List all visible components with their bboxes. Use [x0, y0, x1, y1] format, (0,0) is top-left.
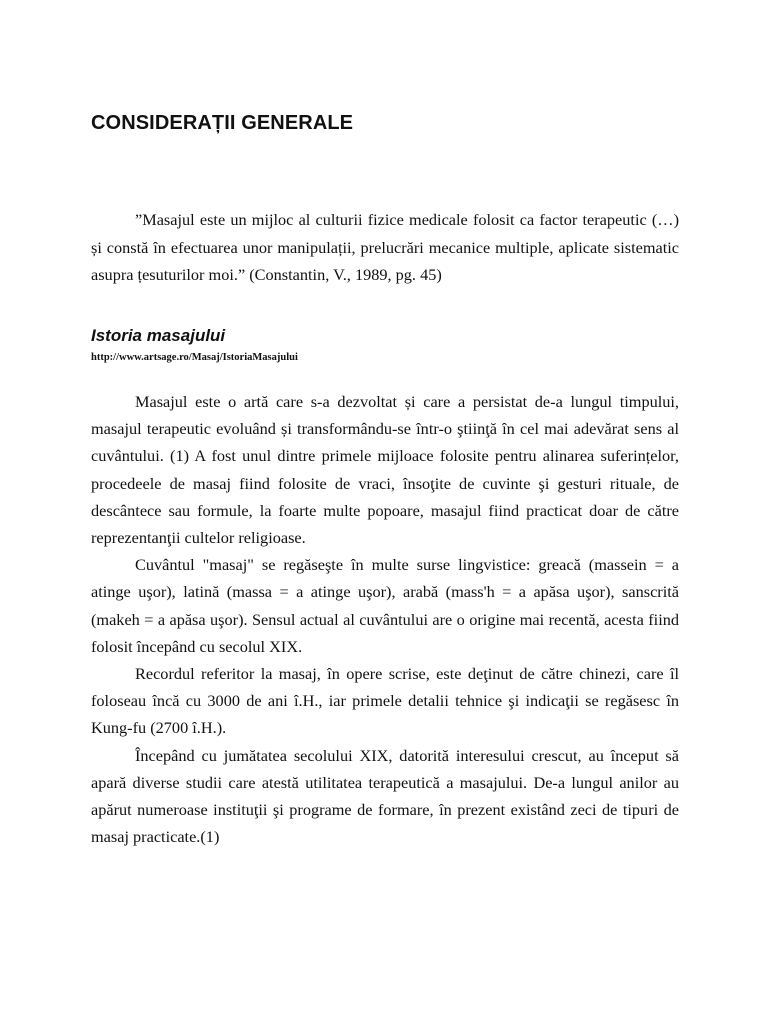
page-title: CONSIDERAȚII GENERALE: [91, 112, 354, 134]
section-body: [91, 388, 679, 850]
definition-quote: ”Masajul este un mijloc al culturii fizice medicale folosit ca factor terapeutic (…) și constă în efectuarea unor manipulații, prelucrări mecanice multiple, aplicate sistematic asupra țesuturilor moi.” (Constantin, V., 1989, pg. 45): [91, 210, 679, 284]
paragraph-etymology: Cuvântul "masaj" se regăseşte în multe surse lingvistice: greacă (massein = a atinge uşor), latină (massa = a atinge uşor), arabă (mass'h = a apăsa uşor), sanscrită (makeh = a apăsa uşor). Sensul actual al cuvântului are o origine mai recentă, acesta fiind folosit începând cu secolul XIX.: [91, 555, 679, 656]
section-title: Istoria masajului: [91, 326, 226, 345]
paragraph-modern-era: Începând cu jumătatea secolului XIX, datorită interesului crescut, au început să apară diverse studii care atestă utilitatea terapeutică a masajului. De-a lungul anilor au apărut numeroase instituţii şi programe de formare, în prezent existând zeci de tipuri de masaj practicate.(1): [91, 745, 679, 847]
paragraph-history: Masajul este o artă care s-a dezvoltat și care a persistat de-a lungul timpului, masajul terapeutic evoluând și transformându-se într-o ştiinţă în cel mai adevărat sens al cuvântului. (1) A fost unul dintre primele mijloace folosite pentru alinarea suferințelor, procedeele de masaj fiind folosite de vraci, însoţite de cuvinte şi gesturi rituale, de descântece sau formule, la foarte multe popoare, masajul fiind practicat doar de către reprezentanţii cultelor religioase.: [91, 392, 679, 548]
paragraph-chinese-record: Recordul referitor la masaj, în opere scrise, este deţinut de către chinezi, care îl foloseau încă cu 3000 de ani î.H., iar primele detalii tehnice şi indicaţii se regăsesc în Kung-fu (2700 î.H.).: [91, 664, 679, 738]
source-link[interactable]: http://www.artsage.ro/Masaj/IstoriaMasajului: [91, 352, 298, 363]
